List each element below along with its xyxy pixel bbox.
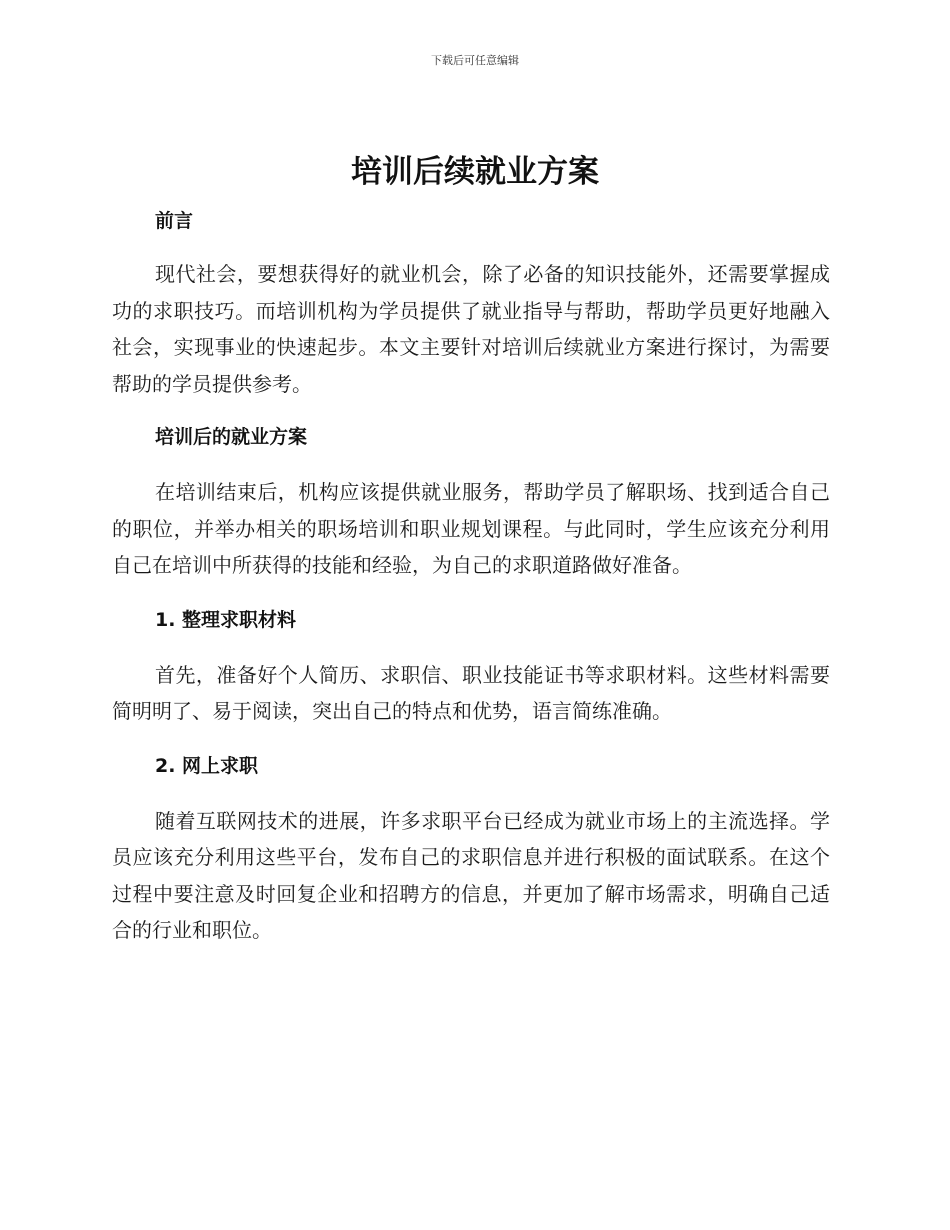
section-heading-preface: 前言 [155,210,194,232]
section-paragraph-preface: 现代社会，要想获得好的就业机会，除了必备的知识技能外，还需要掌握成功的求职技巧。而培训机构为学员提供了就业指导与帮助，帮助学员更好地融入社会，实现事业的快速起步。本文主要针对培训后续就业方案进行探讨，为需要帮助的学员提供参考。 [112,262,830,396]
section-heading-employment-plan: 培训后的就业方案 [155,426,308,448]
section-paragraph-online-job-search: 随着互联网技术的进展，许多求职平台已经成为就业市场上的主流选择。学员应该充分利用这些平台，发布自己的求职信息并进行积极的面试联系。在这个过程中要注意及时回复企业和招聘方的信息，并更加了解市场需求，明确自己适合的行业和职位。 [112,808,830,942]
page-header: 下载后可任意编辑 [431,54,519,67]
section-paragraph-employment-plan: 在培训结束后，机构应该提供就业服务，帮助学员了解职场、找到适合自己的职位，并举办相关的职场培训和职业规划课程。与此同时，学生应该充分利用自己在培训中所获得的技能和经验，为自己的求职道路做好准备。 [112,480,830,577]
section-paragraph-prepare-materials: 首先，准备好个人简历、求职信、职业技能证书等求职材料。这些材料需要简明明了、易于阅读，突出自己的特点和优势，语言简练准确。 [112,662,830,723]
document-body [112,200,830,949]
section-heading-prepare-materials: 1. 整理求职材料 [155,608,297,631]
document-title: 培训后续就业方案 [351,154,599,190]
section-heading-online-job-search: 2. 网上求职 [155,754,259,777]
